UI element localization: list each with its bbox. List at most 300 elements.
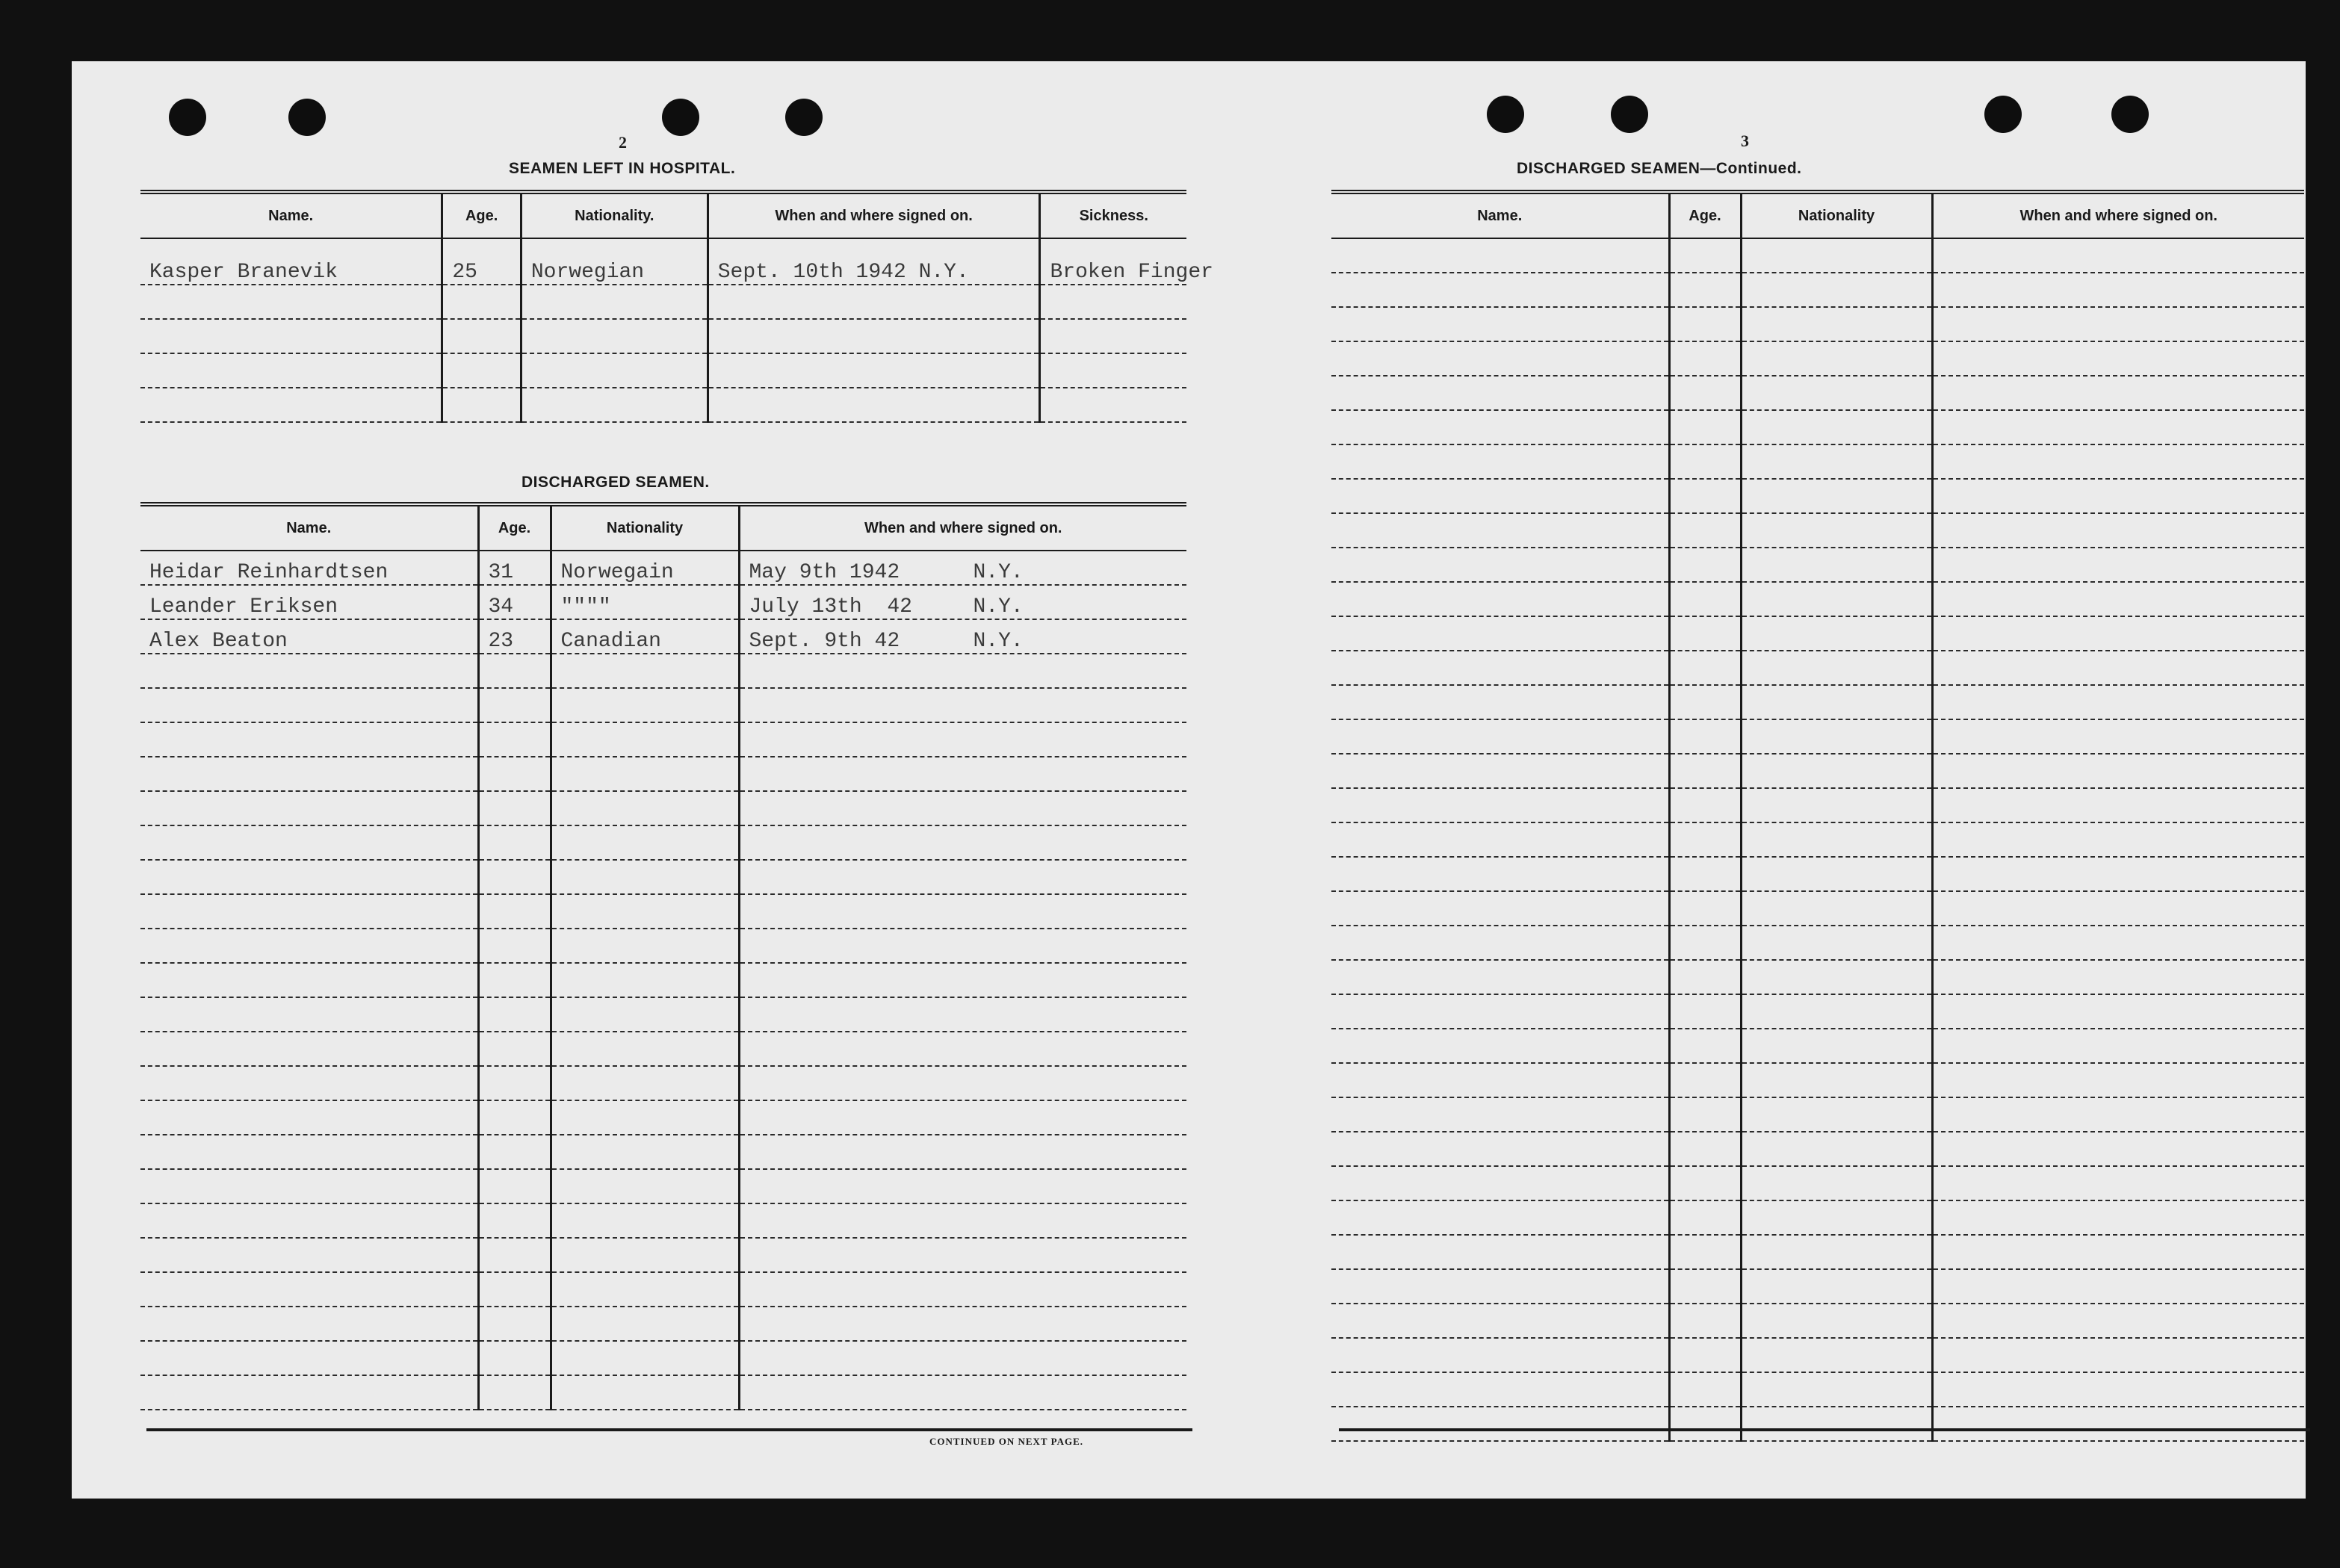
table-row [1331,616,2304,651]
blank-cell [1669,238,1741,273]
table-row [140,997,1186,1032]
blank-cell [1741,788,1932,822]
blank-cell [140,894,478,929]
table-row [140,1203,1186,1238]
table-row [140,722,1186,757]
blank-cell [1669,410,1741,444]
table-row [140,585,1186,619]
blank-cell [1331,719,1669,754]
blank-cell [1331,822,1669,857]
blank-cell [478,825,551,860]
seaman-name: Alex Beaton [140,619,478,654]
blank-cell [739,963,1186,997]
blank-cell [1331,479,1669,513]
blank-cell [1932,307,2304,341]
blank-cell [1669,822,1741,857]
table-row [140,319,1186,353]
blank-cell [1932,238,2304,273]
punch-hole-icon [1611,96,1648,133]
table-row [1331,651,2304,685]
column-header-signed-on: When and where signed on. [1932,192,2304,238]
blank-cell [739,997,1186,1032]
blank-cell [1932,444,2304,479]
blank-cell [1741,822,1932,857]
table-row [1331,1235,2304,1269]
blank-cell [1741,1200,1932,1235]
blank-cell [1932,994,2304,1029]
blank-cell [1932,410,2304,444]
table-row [1331,1304,2304,1338]
blank-cell [551,1066,739,1100]
table-row [1331,994,2304,1029]
blank-cell [1669,341,1741,376]
blank-cell [1331,960,1669,994]
blank-cell [551,1135,739,1169]
blank-cell [739,1100,1186,1135]
table-row [1331,1372,2304,1407]
table-row [1331,582,2304,616]
seaman-signed-on [739,551,1186,585]
blank-cell [1669,376,1741,410]
blank-cell [1741,1132,1932,1166]
blank-cell [140,1272,478,1307]
blank-cell [1741,1338,1932,1372]
table-row [1331,822,2304,857]
page-number: 3 [1741,131,1749,150]
blank-cell [140,1238,478,1272]
blank-cell [551,1238,739,1272]
blank-cell [1331,788,1669,822]
blank-cell [478,1272,551,1307]
blank-cell [140,1100,478,1135]
punch-hole-icon [1984,96,2022,133]
blank-cell [1932,1063,2304,1097]
blank-cell [140,1307,478,1341]
blank-cell [1741,376,1932,410]
blank-cell [1669,513,1741,548]
table-row [1331,513,2304,548]
blank-cell [551,1375,739,1410]
blank-cell [1669,754,1741,788]
blank-cell [1741,513,1932,548]
table-row [140,1135,1186,1169]
seaman-nationality: Norwegian [521,238,708,285]
blank-cell [1331,273,1669,307]
blank-cell [1932,822,2304,857]
blank-cell [1741,1372,1932,1407]
blank-cell [739,825,1186,860]
blank-cell [1741,410,1932,444]
seaman-age: 25 [442,238,521,285]
table-row [1331,960,2304,994]
column-header-age: Age. [1669,192,1741,238]
table-row [140,1066,1186,1100]
table-row [1331,857,2304,891]
blank-cell [1669,651,1741,685]
left-page [72,61,1213,1499]
seaman-signed-on [739,585,1186,619]
blank-cell [1932,513,2304,548]
blank-cell [551,997,739,1032]
blank-cell [1669,857,1741,891]
blank-cell [478,791,551,825]
table-row [1331,1200,2304,1235]
table-row [140,619,1186,654]
blank-cell [1669,1029,1741,1063]
blank-cell [478,963,551,997]
blank-cell [1331,1097,1669,1132]
table-row [1331,376,2304,410]
blank-cell [478,1375,551,1410]
blank-cell [1932,479,2304,513]
blank-cell [739,1032,1186,1066]
table-row [140,353,1186,388]
blank-cell [1331,444,1669,479]
table-row [1331,410,2304,444]
blank-cell [1669,719,1741,754]
table-row [140,963,1186,997]
discharged-continued-table [1331,190,2304,1442]
column-header-name: Name. [140,504,478,551]
blank-cell [140,722,478,757]
discharged-table [140,502,1186,1410]
blank-cell [739,654,1186,688]
column-header-nationality: Nationality [551,504,739,551]
table-row [1331,1097,2304,1132]
column-header-age: Age. [478,504,551,551]
blank-cell [1741,1269,1932,1304]
blank-cell [1669,1304,1741,1338]
table-row [1331,273,2304,307]
blank-cell [1331,1338,1669,1372]
blank-cell [1741,685,1932,719]
blank-cell [739,894,1186,929]
blank-cell [551,1032,739,1066]
blank-cell [478,1238,551,1272]
blank-cell [1932,857,2304,891]
blank-cell [1932,1132,2304,1166]
blank-cell [1741,754,1932,788]
table-row [1331,1029,2304,1063]
table-header-row [1331,192,2304,238]
blank-cell [1932,891,2304,926]
blank-cell [1932,754,2304,788]
blank-cell [1331,994,1669,1029]
blank-cell [1741,891,1932,926]
table-row [140,285,1186,319]
seaman-nationality: """" [551,585,739,619]
blank-cell [1932,616,2304,651]
blank-cell [551,1100,739,1135]
blank-cell [1669,891,1741,926]
blank-cell [140,860,478,894]
blank-cell [1331,891,1669,926]
blank-cell [1741,616,1932,651]
seaman-age: 34 [478,585,551,619]
blank-cell [478,1066,551,1100]
signed-on-date: May 9th 1942 [749,561,900,584]
blank-cell [1331,1372,1669,1407]
hospital-section-title: SEAMEN LEFT IN HOSPITAL. [509,160,736,177]
blank-cell [1331,1029,1669,1063]
column-header-sickness: Sickness. [1040,192,1186,238]
blank-cell [140,757,478,791]
blank-cell [739,1135,1186,1169]
blank-cell [1932,1097,2304,1132]
table-row [140,1272,1186,1307]
blank-cell [1932,960,2304,994]
continued-note: CONTINUED ON NEXT PAGE. [929,1436,1083,1447]
column-header-signed-on: When and where signed on. [708,192,1040,238]
table-row [140,551,1186,585]
blank-cell [1741,273,1932,307]
blank-cell [140,997,478,1032]
blank-cell [1669,926,1741,960]
blank-cell [1331,857,1669,891]
blank-cell [1741,960,1932,994]
signed-on-date: Sept. 9th 42 [749,630,900,653]
column-header-signed-on: When and where signed on. [739,504,1186,551]
blank-cell [1741,651,1932,685]
table-row [1331,1166,2304,1200]
seaman-nationality: Canadian [551,619,739,654]
table-row [1331,926,2304,960]
blank-cell [478,1341,551,1375]
blank-cell [551,929,739,963]
blank-cell [1741,1097,1932,1132]
blank-cell [478,1203,551,1238]
punch-hole-icon [662,99,699,136]
blank-cell [478,929,551,963]
blank-cell [1669,788,1741,822]
blank-cell [478,1032,551,1066]
table-row [1331,1063,2304,1097]
blank-cell [1331,582,1669,616]
blank-cell [1331,548,1669,582]
blank-cell [1932,1269,2304,1304]
table-row [1331,1269,2304,1304]
blank-cell [478,757,551,791]
blank-cell [1741,238,1932,273]
signed-on-place: N.Y. [973,630,1024,653]
blank-cell [551,1169,739,1203]
seaman-signed-on [739,619,1186,654]
blank-cell [1331,754,1669,788]
blank-cell [1331,1235,1669,1269]
blank-cell [1932,788,2304,822]
blank-cell [551,894,739,929]
table-row [1331,685,2304,719]
table-row [140,894,1186,929]
table-row [1331,548,2304,582]
blank-cell [551,722,739,757]
blank-cell [551,688,739,722]
blank-cell [739,860,1186,894]
blank-cell [739,1307,1186,1341]
blank-cell [1669,444,1741,479]
table-row [1331,891,2304,926]
blank-cell [1331,376,1669,410]
table-row [1331,719,2304,754]
blank-cell [1741,1407,1932,1441]
blank-cell [1669,1235,1741,1269]
blank-cell [1331,307,1669,341]
table-row [1331,238,2304,273]
blank-cell [739,1203,1186,1238]
blank-cell [1741,994,1932,1029]
blank-cell [478,997,551,1032]
seaman-signed-on: Sept. 10th 1942 N.Y. [708,238,1040,285]
blank-cell [1741,1063,1932,1097]
blank-cell [140,1203,478,1238]
blank-cell [1669,1097,1741,1132]
blank-cell [478,688,551,722]
blank-cell [1932,1235,2304,1269]
blank-cell [1932,685,2304,719]
blank-cell [1669,1132,1741,1166]
bottom-rule [1339,1428,2310,1431]
blank-cell [140,1032,478,1066]
blank-cell [1741,1029,1932,1063]
column-header-name: Name. [1331,192,1669,238]
blank-cell [1932,1407,2304,1441]
column-header-nationality: Nationality [1741,192,1932,238]
blank-cell [1932,1029,2304,1063]
table-row [140,1100,1186,1135]
bottom-rule [146,1428,1192,1431]
blank-cell [1331,410,1669,444]
blank-cell [140,1341,478,1375]
blank-cell [551,963,739,997]
blank-cell [1741,548,1932,582]
table-row [140,238,1186,285]
table-row [140,860,1186,894]
punch-hole-icon [2111,96,2149,133]
blank-cell [551,1307,739,1341]
table-row [1331,754,2304,788]
blank-cell [1741,307,1932,341]
blank-cell [1932,1304,2304,1338]
table-row [140,1307,1186,1341]
blank-cell [478,722,551,757]
discharged-continued-title: DISCHARGED SEAMEN—Continued. [1517,160,1802,177]
blank-cell [1741,1166,1932,1200]
blank-cell [1741,926,1932,960]
punch-hole-icon [1487,96,1524,133]
blank-cell [1741,479,1932,513]
table-row [140,1375,1186,1410]
blank-cell [478,1100,551,1135]
seaman-name: Heidar Reinhardtsen [140,551,478,585]
blank-cell [140,825,478,860]
table-header-row [140,504,1186,551]
table-row [140,825,1186,860]
seaman-nationality: Norwegain [551,551,739,585]
column-header-age: Age. [442,192,521,238]
blank-cell [551,1341,739,1375]
blank-cell [1331,513,1669,548]
blank-cell [1331,341,1669,376]
signed-on-place: N.Y. [973,561,1024,584]
blank-cell [1669,273,1741,307]
blank-cell [1669,616,1741,651]
blank-cell [1741,341,1932,376]
table-row [140,388,1186,422]
table-row [1331,1407,2304,1441]
blank-cell [739,1272,1186,1307]
blank-cell [1331,1166,1669,1200]
blank-cell [1331,1407,1669,1441]
blank-cell [1932,1166,2304,1200]
table-row [140,791,1186,825]
blank-cell [739,1238,1186,1272]
discharged-section-title: DISCHARGED SEAMEN. [521,474,710,491]
blank-cell [1331,651,1669,685]
blank-cell [140,1066,478,1100]
blank-cell [551,791,739,825]
blank-cell [1669,582,1741,616]
blank-cell [551,860,739,894]
blank-cell [140,791,478,825]
signed-on-date: July 13th 42 [749,595,912,619]
blank-cell [1669,1269,1741,1304]
blank-cell [1331,1200,1669,1235]
blank-cell [1331,1269,1669,1304]
blank-cell [478,1307,551,1341]
seaman-name: Leander Eriksen [140,585,478,619]
blank-cell [1741,1235,1932,1269]
signed-on-place: N.Y. [973,595,1024,619]
blank-cell [551,654,739,688]
blank-cell [1741,719,1932,754]
blank-cell [551,1272,739,1307]
column-header-nationality: Nationality. [521,192,708,238]
seaman-age: 23 [478,619,551,654]
blank-cell [140,1169,478,1203]
table-header-row [140,192,1186,238]
blank-cell [1932,548,2304,582]
blank-cell [1669,1338,1741,1372]
blank-cell [1669,1200,1741,1235]
blank-cell [1331,1132,1669,1166]
table-row [140,1238,1186,1272]
blank-cell [551,757,739,791]
blank-cell [739,1169,1186,1203]
blank-cell [1932,1372,2304,1407]
blank-cell [739,929,1186,963]
blank-cell [478,1135,551,1169]
blank-cell [1669,1372,1741,1407]
blank-cell [1669,307,1741,341]
table-row [1331,341,2304,376]
blank-cell [739,1341,1186,1375]
blank-cell [140,1375,478,1410]
blank-cell [551,1203,739,1238]
document-sheet [72,61,2306,1499]
blank-cell [551,825,739,860]
column-header-name: Name. [140,192,442,238]
hospital-table [140,190,1213,423]
blank-cell [1331,238,1669,273]
blank-cell [140,688,478,722]
punch-hole-icon [288,99,326,136]
table-row [1331,479,2304,513]
blank-cell [1932,1338,2304,1372]
blank-cell [1331,616,1669,651]
table-row [140,1341,1186,1375]
blank-cell [1669,548,1741,582]
blank-cell [1932,341,2304,376]
